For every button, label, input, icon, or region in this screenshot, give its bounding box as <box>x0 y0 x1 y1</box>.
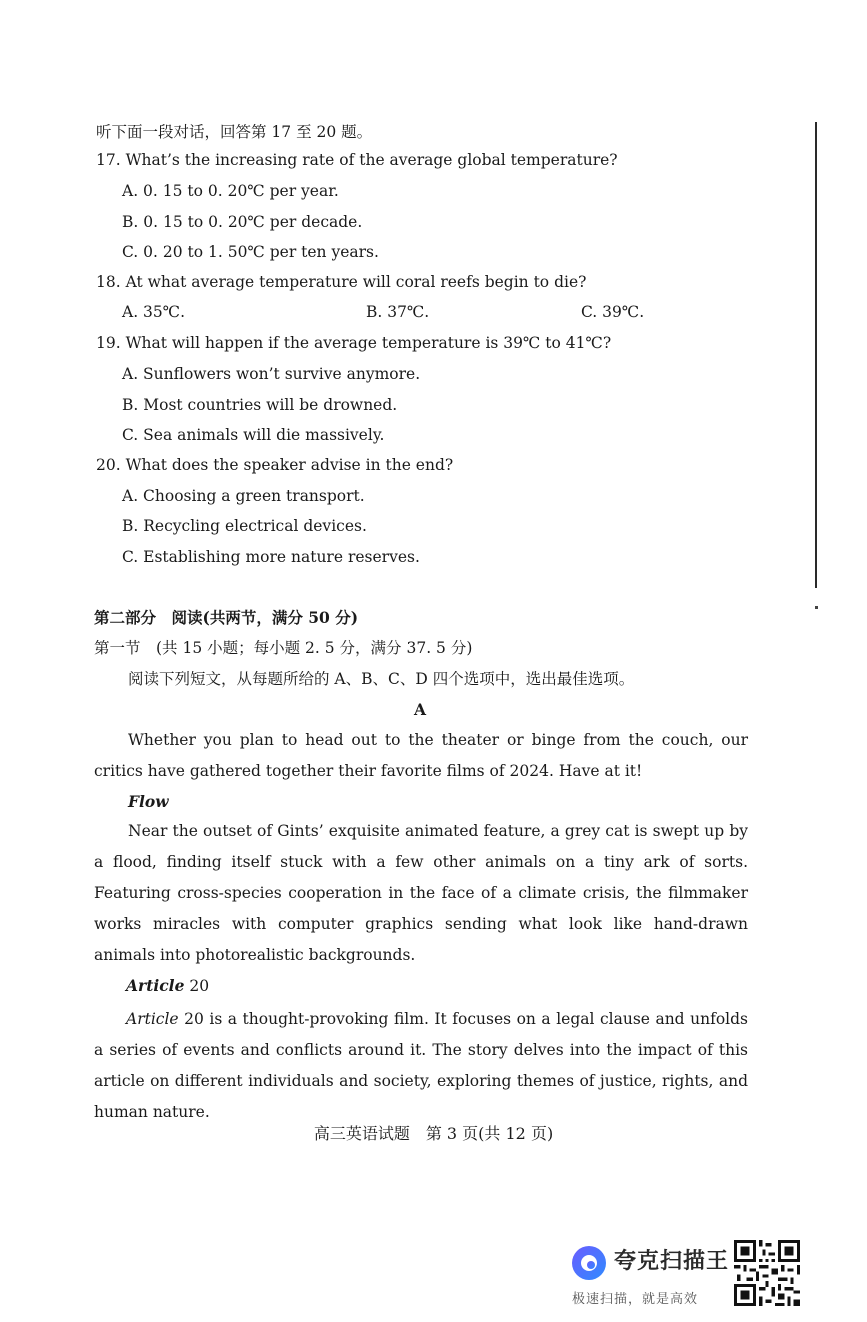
watermark-slogan: 极速扫描，就是高效 <box>572 1292 699 1307</box>
q18-option-c: C. 39℃. <box>581 303 645 321</box>
part-two-title: 第二部分 阅读(共两节，满分 50 分) <box>94 608 359 627</box>
film-title-article-word: Article <box>126 976 185 995</box>
q19-option-c: C. Sea animals will die massively. <box>122 426 385 444</box>
question-17: 17. What’s the increasing rate of the average global temperature? <box>96 151 618 169</box>
film-text-article-20 <box>94 1004 748 1128</box>
film-text-article-body: 20 is a thought-provoking film. It focuses on a legal clause and unfolds a series of events and conflicts around it. The story delves into the impact of this article on different individuals and society, exploring themes of justice, rights, and human nature. <box>94 1010 748 1121</box>
watermark-title: 夸克扫描王 <box>614 1249 730 1274</box>
q20-option-b: B. Recycling electrical devices. <box>122 517 367 535</box>
q20-option-a: A. Choosing a green transport. <box>122 487 365 505</box>
film-title-flow: Flow <box>128 792 169 811</box>
listening-instruction: 听下面一段对话，回答第 17 至 20 题。 <box>96 123 373 141</box>
q17-option-b: B. 0. 15 to 0. 20℃ per decade. <box>122 213 363 231</box>
q17-option-a: A. 0. 15 to 0. 20℃ per year. <box>122 182 339 200</box>
scanner-watermark <box>568 1240 864 1320</box>
quark-logo-icon <box>570 1244 608 1282</box>
page-footer: 高三英语试题 第 3 页(共 12 页) <box>313 1124 554 1143</box>
q18-option-a: A. 35℃. <box>122 303 186 321</box>
q17-option-c: C. 0. 20 to 1. 50℃ per ten years. <box>122 243 379 261</box>
reading-instruction: 阅读下列短文，从每题所给的 A、B、C、D 四个选项中，选出最佳选项。 <box>128 670 635 688</box>
q20-option-c: C. Establishing more nature reserves. <box>122 548 420 566</box>
section-one-title: 第一节 (共 15 小题；每小题 2. 5 分，满分 37. 5 分) <box>94 639 473 657</box>
question-18: 18. At what average temperature will coral reefs begin to die? <box>96 273 587 291</box>
qr-code-icon <box>734 1240 800 1306</box>
film-title-article-20 <box>126 976 209 996</box>
film-text-flow: Near the outset of Gints’ exquisite animated feature, a grey cat is swept up by a flood, finding itself stuck with a few other animals on a tiny ark of sorts. Featuring cross-species cooperation in the face of a climate crisis, the filmmaker works miracles with computer graphics sending what look like hand-drawn animals into photorealistic backgrounds. <box>94 822 748 964</box>
question-19: 19. What will happen if the average temperature is 39℃ to 41℃? <box>96 334 612 352</box>
film-text-article-word: Article <box>126 1010 179 1028</box>
question-20: 20. What does the speaker advise in the end? <box>96 456 454 474</box>
passage-label: A <box>414 700 427 719</box>
q19-option-b: B. Most countries will be drowned. <box>122 396 398 414</box>
q18-option-b: B. 37℃. <box>366 303 430 321</box>
q19-option-a: A. Sunflowers won’t survive anymore. <box>122 365 421 383</box>
passage-intro: Whether you plan to head out to the theater or binge from the couch, our critics have gathered together their favorite films of 2024. Have at it! <box>94 731 748 780</box>
margin-rule <box>815 122 817 588</box>
film-title-article-num: 20 <box>184 977 210 995</box>
margin-mark <box>815 606 818 609</box>
